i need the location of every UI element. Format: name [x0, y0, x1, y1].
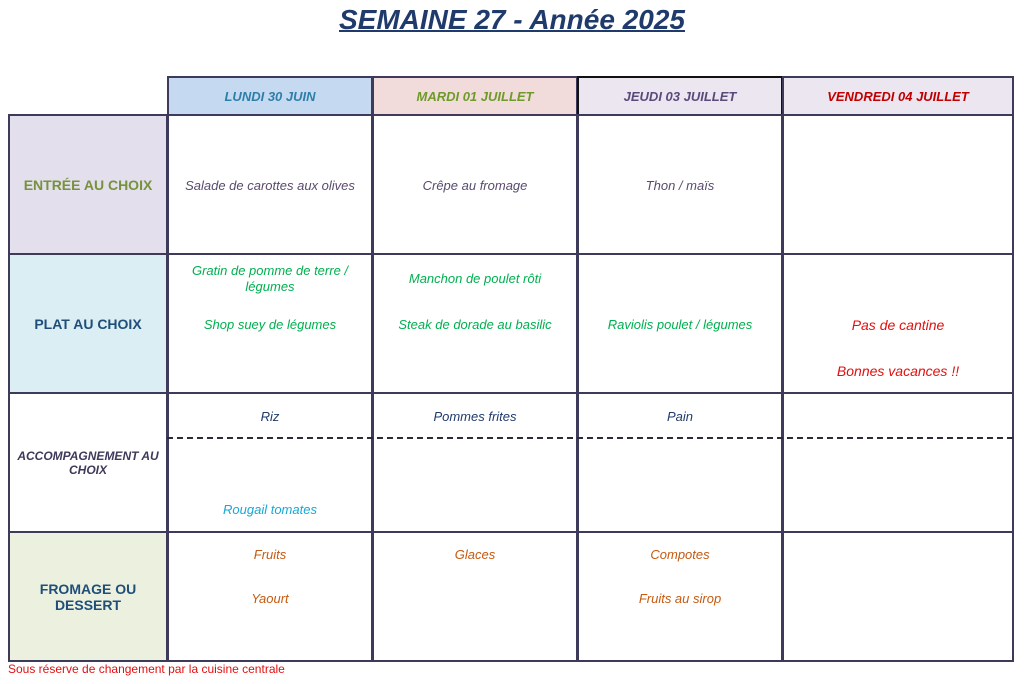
menu-item: Steak de dorade au basilic	[398, 317, 552, 332]
footer-note: Sous réserve de changement par la cuisine centrale	[8, 662, 285, 676]
row-label-dessert: FROMAGE OU DESSERT	[8, 531, 168, 662]
cell-plat-vendredi	[782, 253, 1014, 394]
row-label-plat: PLAT AU CHOIX	[8, 253, 168, 394]
menu-item: Thon / maïs	[645, 178, 715, 193]
menu-item: Glaces	[454, 547, 496, 562]
cell-entree-jeudi	[577, 114, 783, 255]
menu-item: Pommes frites	[433, 409, 517, 424]
cell-accomp-jeudi	[577, 392, 783, 533]
day-label: LUNDI 30 JUIN	[224, 88, 316, 104]
page-title: SEMAINE 27 - Année 2025	[339, 4, 685, 35]
day-header-jeudi	[577, 76, 783, 116]
menu-item: Pain	[666, 409, 694, 424]
cell-entree-vendredi	[782, 114, 1014, 255]
day-label: VENDREDI 04 JUILLET	[827, 88, 969, 104]
menu-item: Pas de cantine	[851, 317, 945, 333]
menu-item: Raviolis poulet / légumes	[607, 317, 753, 332]
menu-item: Riz	[260, 409, 280, 424]
cell-plat-mardi	[372, 253, 578, 394]
menu-item: Compotes	[650, 547, 710, 562]
cell-dessert-vendredi	[782, 531, 1014, 662]
cell-entree-mardi	[372, 114, 578, 255]
menu-item: Shop suey de légumes	[203, 317, 337, 332]
menu-item: Manchon de poulet rôti	[408, 271, 542, 286]
cell-entree-lundi	[167, 114, 373, 255]
cell-accomp-vendredi	[782, 392, 1014, 533]
menu-item: Yaourt	[251, 591, 289, 606]
menu-item: Bonnes vacances !!	[836, 363, 960, 379]
dashed-divider	[167, 437, 1013, 439]
menu-item: Fruits au sirop	[638, 591, 722, 606]
cell-dessert-mardi	[372, 531, 578, 662]
day-label: MARDI 01 JUILLET	[416, 88, 534, 104]
cell-accomp-mardi	[372, 392, 578, 533]
menu-item: Salade de carottes aux olives	[185, 178, 355, 193]
menu-item: Fruits	[253, 547, 287, 562]
day-label: JEUDI 03 JUILLET	[623, 88, 737, 104]
cell-plat-jeudi	[577, 253, 783, 394]
day-header-lundi	[167, 76, 373, 116]
menu-item: Crêpe au fromage	[422, 178, 528, 193]
row-label-entree: ENTRÉE AU CHOIX	[8, 114, 168, 255]
menu-item: Gratin de pomme de terre / légumes	[191, 263, 349, 294]
cell-plat-lundi	[167, 253, 373, 394]
cell-dessert-lundi	[167, 531, 373, 662]
day-header-vendredi	[782, 76, 1014, 116]
cell-dessert-jeudi	[577, 531, 783, 662]
cell-accomp-lundi	[167, 392, 373, 533]
day-header-mardi	[372, 76, 578, 116]
row-label-accompagnement: ACCOMPAGNEMENT AU CHOIX	[8, 392, 168, 533]
menu-item: Rougail tomates	[223, 502, 317, 517]
